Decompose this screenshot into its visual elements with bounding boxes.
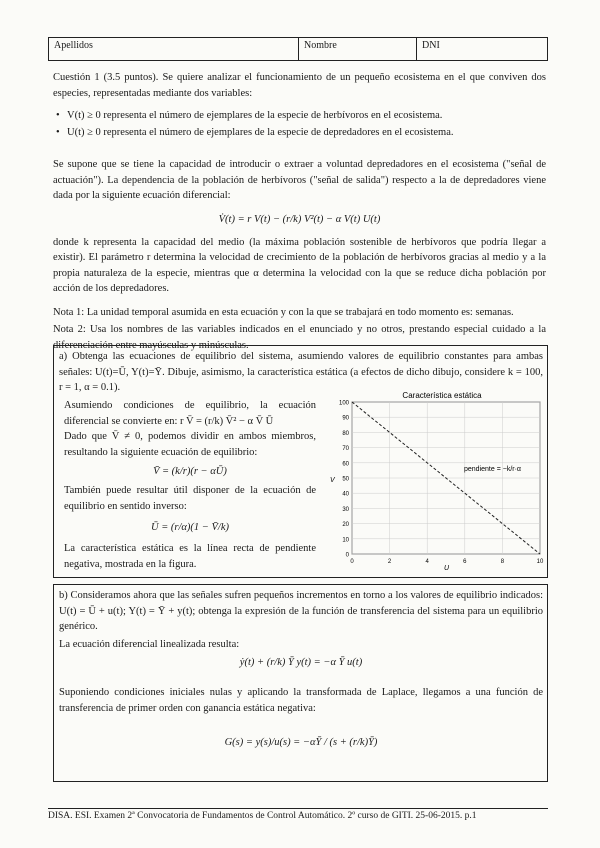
part-a-text-4: La característica estática es la línea recta de pendiente negativa, mostrada en la figura. bbox=[64, 543, 316, 570]
main-equation: V̇(t) = r V(t) − (r/k) V²(t) − α V(t) U(t) bbox=[218, 213, 381, 225]
intro-paragraph-2: Se supone que se tiene la capacidad de introducir o extraer a voluntad depredadores en el ecosistema ("señal de actuación"). La dependencia de la población de herbívoros ("señal de salida") respecto a la de depredadores viene dada por la siguiente ecuación diferencial: bbox=[53, 159, 546, 201]
x-tick-label: 8 bbox=[500, 559, 505, 565]
part-b-question: b) Consideramos ahora que las señales sufren pequeños incrementos en torno a los valores de equilibrio indicados: U(t) = Ū + u(t); Y(t) = Ȳ + y(t); obtenga la expresión de la función de transferencia del sistema para un equilibrio genérico. bbox=[59, 590, 543, 632]
nombre-cell: Nombre bbox=[299, 38, 417, 60]
x-tick-label: 4 bbox=[425, 559, 429, 565]
part-b-text-1: La ecuación diferencial linealizada resulta: bbox=[59, 639, 240, 650]
y-tick-label: 20 bbox=[342, 522, 349, 529]
x-tick-label: 0 bbox=[350, 559, 354, 565]
y-tick-labels bbox=[339, 401, 350, 559]
y-tick-label: 90 bbox=[342, 415, 349, 422]
y-tick-label: 10 bbox=[342, 537, 349, 544]
y-tick-label: 30 bbox=[342, 506, 349, 513]
chart-annotation: pendiente = −k/r·α bbox=[464, 466, 521, 473]
bullet-u: • U(t) ≥ 0 representa el número de ejemplares de la especie de depredadores en el ecosistema. bbox=[53, 124, 546, 141]
part-a-eq-2: Ū = (r/α)(1 − V̄/k) bbox=[151, 522, 229, 533]
intro-section bbox=[53, 70, 546, 353]
part-a-text-1: Asumiendo condiciones de equilibrio, la ecuación diferencial se convierte en: r V̄ = (r/k) V̄² − α V̄ Ū bbox=[64, 400, 316, 427]
part-a-eq-1: V̄ = (k/r)(r − αŪ) bbox=[153, 466, 227, 477]
intro-paragraph-3: donde k representa la capacidad del medio (la máxima población sostenible de herbívoros que podría llegar a existir). El parámetro r determina la velocidad de crecimiento de la población de herbívoros gracias al medio y a la propia naturaleza de la especie, mientras que α determina la velocidad con la que se reduce dicha población por acción de los depredadores. bbox=[53, 236, 546, 294]
x-tick-label: 6 bbox=[463, 559, 467, 565]
nota-1: Nota 1: La unidad temporal asumida en esta ecuación y con la que se trabajará en todo momento es: semanas. bbox=[53, 306, 514, 318]
x-axis-label: U bbox=[444, 565, 450, 572]
part-b-eq-2: G(s) = y(s)/u(s) = −αȲ / (s + (r/k)Ȳ) bbox=[224, 737, 378, 748]
x-tick-label: 10 bbox=[536, 559, 544, 565]
header-table bbox=[48, 37, 548, 61]
y-tick-label: 70 bbox=[342, 446, 349, 453]
part-b-box bbox=[53, 584, 548, 782]
part-a-question: a) Obtenga las ecuaciones de equilibrio del sistema, asumiendo valores de equilibrio constantes para ambas señales: U(t)=Ū, Y(t)=Ȳ. Dibuje, asimismo, la característica estática (a efectos de dicho dibujo, considere k = 100, r = 1, α = 0.1). bbox=[59, 351, 543, 393]
y-tick-label: 80 bbox=[342, 430, 349, 437]
part-a-solution bbox=[64, 398, 316, 572]
part-b-text-2: Suponiendo condiciones iniciales nulas y aplicando la transformada de Laplace, llegamos a una función de transferencia de primer orden con ganancia estática negativa: bbox=[59, 687, 543, 714]
nota-2: Nota 2: Usa los nombres de las variables indicados en el enunciado y no otros, prestando especial cuidado a la diferenciación entre mayúsculas y minúsculas. bbox=[53, 324, 546, 351]
apellidos-cell: Apellidos bbox=[49, 38, 299, 60]
y-axis-label: V bbox=[330, 477, 335, 484]
part-a-box bbox=[53, 345, 548, 578]
static-characteristic-chart bbox=[324, 388, 546, 573]
part-a-text-3: También puede resultar útil disponer de la ecuación de equilibrio en sentido inverso: bbox=[64, 485, 316, 512]
x-tick-label: 2 bbox=[387, 559, 392, 565]
variables-list bbox=[53, 107, 546, 141]
page-footer: DISA. ESI. Examen 2ª Convocatoria de Fundamentos de Control Automático. 2º curso de GITI. 25-06-2015. p.1 bbox=[48, 808, 548, 821]
chart-title: Característica estática bbox=[402, 391, 482, 400]
dni-cell: DNI bbox=[422, 40, 440, 51]
bullet-v: • V(t) ≥ 0 representa el número de ejemplares de la especie de herbívoros en el ecosistema. bbox=[53, 107, 546, 124]
part-b-eq-1: ẏ(t) + (r/k) Ȳ y(t) = −α Ȳ u(t) bbox=[239, 657, 363, 668]
part-a-text-2: Dado que V̄ ≠ 0, podemos dividir en ambos miembros, resultando la siguiente ecuación de equilibrio: bbox=[64, 431, 316, 458]
y-tick-label: 50 bbox=[342, 476, 349, 483]
y-tick-label: 60 bbox=[342, 461, 349, 468]
y-tick-label: 40 bbox=[342, 491, 349, 498]
question-intro: Cuestión 1 (3.5 puntos). Se quiere analizar el funcionamiento de un pequeño ecosistema en el que conviven dos especies, representadas mediante dos variables: bbox=[53, 72, 546, 99]
y-tick-label: 100 bbox=[338, 400, 349, 407]
y-tick-label: 0 bbox=[345, 552, 349, 559]
